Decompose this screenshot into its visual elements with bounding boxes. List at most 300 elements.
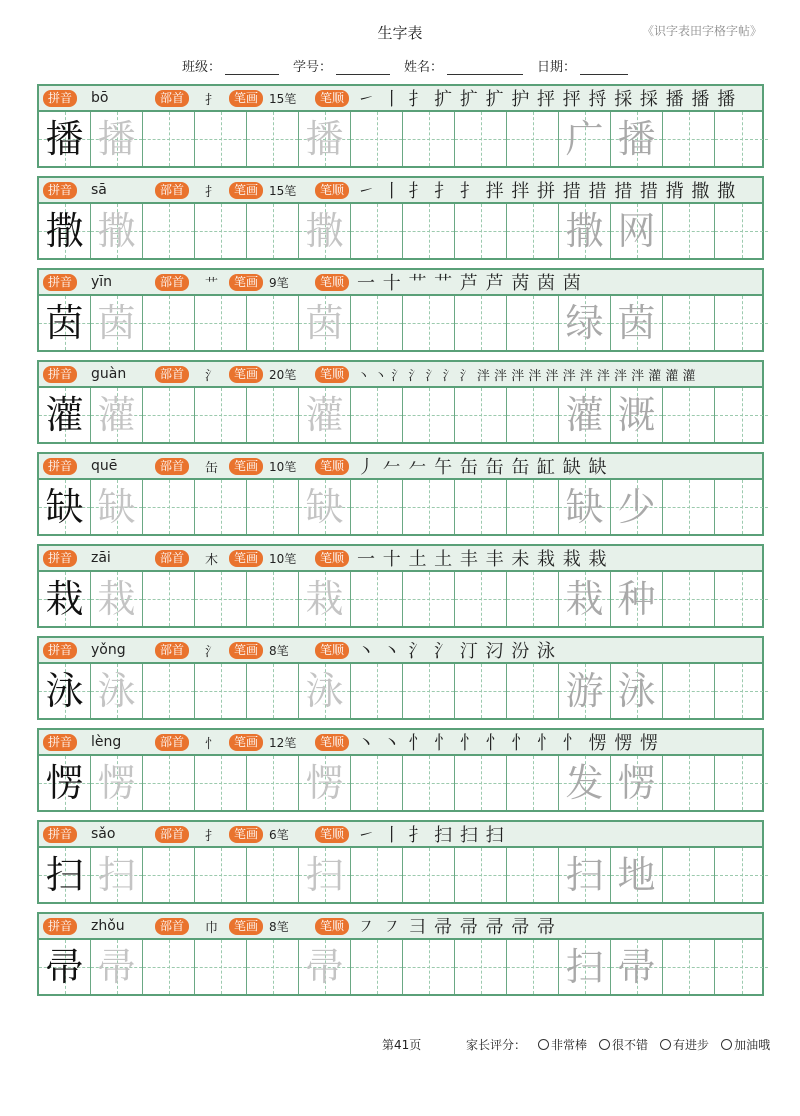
stroke-count-text: 15笔 [269, 183, 297, 198]
stroke-count-text: 10笔 [269, 459, 297, 474]
radical-text: 氵 [205, 368, 219, 384]
model-character: 泳 [45, 669, 84, 713]
grid-cell[interactable] [663, 756, 715, 810]
grid-cell [39, 296, 91, 350]
stroke-count-text: 9笔 [269, 275, 289, 290]
grid-cell[interactable] [403, 204, 455, 258]
pinyin-text: zhǒu [91, 918, 125, 934]
model-character: 栽 [45, 577, 84, 621]
grid-cell[interactable] [715, 480, 768, 534]
model-character: 帚 [45, 945, 84, 989]
radical-text: 扌 [205, 184, 219, 200]
radical-text: 艹 [205, 276, 219, 292]
grid-cell[interactable] [403, 112, 455, 166]
grid-cell [91, 664, 143, 718]
stroke-count-text: 20笔 [269, 367, 297, 382]
word-character-1: 扫 [565, 853, 604, 897]
grid-cell [559, 848, 611, 902]
stroke-order-badge: 笔顺 [315, 734, 349, 751]
grid-cell [299, 848, 351, 902]
trace-character: 泳 [97, 669, 136, 713]
grid-cell [39, 204, 91, 258]
grid-cell[interactable] [455, 388, 507, 442]
stroke-count-badge: 笔画 [229, 366, 263, 383]
grid-cell[interactable] [143, 204, 195, 258]
grid-cell[interactable] [507, 848, 559, 902]
model-character: 茵 [45, 301, 84, 345]
grid-cell [91, 480, 143, 534]
grid-cell [611, 480, 663, 534]
word-character-1: 发 [565, 761, 604, 805]
grid-cell[interactable] [403, 480, 455, 534]
grid-cell [559, 756, 611, 810]
stroke-order-text: 丶 丶 忄 忄 忄 忄 忄 忄 忄 愣 愣 愣 [357, 733, 659, 754]
practice-grid [37, 480, 764, 536]
grid-cell[interactable] [351, 112, 403, 166]
stroke-order-badge: 笔顺 [315, 918, 349, 935]
grid-cell [299, 204, 351, 258]
grid-cell[interactable] [143, 848, 195, 902]
grid-cell[interactable] [351, 664, 403, 718]
row-header [37, 728, 764, 756]
grid-cell[interactable] [143, 756, 195, 810]
stroke-count-text: 15笔 [269, 91, 297, 106]
stroke-order-text: ㇀ 丨 扌 扫 扫 扫 [357, 825, 505, 846]
grid-cell[interactable] [507, 388, 559, 442]
grid-cell [91, 204, 143, 258]
radio-circle-icon[interactable] [660, 1039, 671, 1050]
grid-cell[interactable] [663, 664, 715, 718]
grid-cell[interactable] [403, 940, 455, 994]
stroke-order-text: 丿 𠂉 𠂉 午 缶 缶 缶 缸 缺 缺 [357, 457, 608, 478]
grid-cell [299, 572, 351, 626]
word-character-1: 游 [565, 669, 604, 713]
grid-cell[interactable] [247, 480, 299, 534]
grid-cell[interactable] [403, 296, 455, 350]
grid-cell [611, 940, 663, 994]
word-character-2: 愣 [617, 761, 656, 805]
grid-cell[interactable] [715, 848, 768, 902]
radical-text: 缶 [205, 460, 219, 476]
grid-cell[interactable] [455, 296, 507, 350]
word-character-1: 广 [565, 117, 604, 161]
grid-cell [39, 388, 91, 442]
grid-cell [559, 480, 611, 534]
student-info [182, 56, 634, 75]
grid-cell[interactable] [195, 664, 247, 718]
grid-cell[interactable] [195, 848, 247, 902]
student-no-field[interactable]: 学号： [293, 56, 390, 75]
grid-cell[interactable] [403, 848, 455, 902]
stroke-order-badge: 笔顺 [315, 90, 349, 107]
grid-cell[interactable] [143, 296, 195, 350]
grid-cell[interactable] [507, 572, 559, 626]
character-row [37, 268, 764, 360]
stroke-count-badge: 笔画 [229, 182, 263, 199]
grid-cell [611, 756, 663, 810]
grid-cell[interactable] [663, 112, 715, 166]
grid-cell[interactable] [455, 940, 507, 994]
grid-cell[interactable] [455, 848, 507, 902]
pinyin-text: quē [91, 458, 118, 474]
pinyin-badge: 拼音 [43, 90, 77, 107]
trace-character: 撒 [305, 209, 344, 253]
word-character-2: 地 [617, 853, 656, 897]
row-header [37, 820, 764, 848]
grid-cell [39, 940, 91, 994]
grid-cell[interactable] [715, 112, 768, 166]
practice-grid [37, 296, 764, 352]
trace-character: 泳 [305, 669, 344, 713]
eval-option-2[interactable]: 很不错 [599, 1036, 648, 1053]
row-header [37, 84, 764, 112]
practice-grid [37, 112, 764, 168]
trace-character: 播 [305, 117, 344, 161]
trace-character: 栽 [97, 577, 136, 621]
stroke-order-text: 一 十 土 土 丰 丰 未 栽 栽 栽 [357, 549, 608, 570]
grid-cell [299, 756, 351, 810]
grid-cell [91, 112, 143, 166]
grid-cell[interactable] [507, 204, 559, 258]
grid-cell[interactable] [247, 940, 299, 994]
radical-badge: 部首 [155, 90, 189, 107]
grid-cell [299, 296, 351, 350]
grid-cell[interactable] [403, 388, 455, 442]
trace-character: 灌 [305, 393, 344, 437]
word-character-2: 种 [617, 577, 656, 621]
grid-cell [39, 664, 91, 718]
stroke-count-badge: 笔画 [229, 734, 263, 751]
word-character-2: 播 [617, 117, 656, 161]
grid-cell[interactable] [247, 756, 299, 810]
practice-grid [37, 572, 764, 628]
trace-character: 愣 [97, 761, 136, 805]
radical-text: 扌 [205, 828, 219, 844]
character-row [37, 360, 764, 452]
radical-badge: 部首 [155, 826, 189, 843]
grid-cell[interactable] [247, 296, 299, 350]
pinyin-text: guàn [91, 366, 127, 382]
character-row [37, 176, 764, 268]
stroke-order-text: 丶 丶 氵 氵 汀 汈 汾 泳 [357, 641, 557, 662]
eval-option-4[interactable]: 加油哦 [721, 1036, 770, 1053]
grid-cell[interactable] [143, 572, 195, 626]
character-row [37, 452, 764, 544]
pinyin-badge: 拼音 [43, 458, 77, 475]
stroke-count-text: 8笔 [269, 643, 289, 658]
grid-cell [611, 388, 663, 442]
radical-badge: 部首 [155, 734, 189, 751]
stroke-order-badge: 笔顺 [315, 826, 349, 843]
radical-text: 巾 [205, 920, 219, 936]
radical-text: 忄 [205, 736, 219, 752]
practice-grid [37, 940, 764, 996]
grid-cell[interactable] [351, 848, 403, 902]
grid-cell[interactable] [403, 572, 455, 626]
stroke-count-badge: 笔画 [229, 826, 263, 843]
grid-cell[interactable] [507, 756, 559, 810]
pinyin-text: lèng [91, 734, 122, 750]
grid-cell[interactable] [715, 940, 768, 994]
grid-cell[interactable] [715, 756, 768, 810]
pinyin-text: yǒng [91, 642, 126, 658]
grid-cell[interactable] [247, 664, 299, 718]
pinyin-badge: 拼音 [43, 642, 77, 659]
grid-cell [39, 480, 91, 534]
grid-cell[interactable] [507, 664, 559, 718]
model-character: 扫 [45, 853, 84, 897]
pinyin-text: bō [91, 90, 109, 106]
grid-cell [611, 296, 663, 350]
grid-cell[interactable] [663, 388, 715, 442]
trace-character: 播 [97, 117, 136, 161]
stroke-order-badge: 笔顺 [315, 458, 349, 475]
word-character-1: 灌 [565, 393, 604, 437]
radical-badge: 部首 [155, 182, 189, 199]
stroke-count-badge: 笔画 [229, 274, 263, 291]
stroke-order-text: ㇀ 丨 扌 扌 扌 拌 拌 拼 措 措 措 措 揹 撒 撒 [357, 181, 737, 202]
radio-circle-icon[interactable] [599, 1039, 610, 1050]
stroke-count-text: 6笔 [269, 827, 289, 842]
word-character-2: 溉 [617, 393, 656, 437]
model-character: 灌 [45, 393, 84, 437]
grid-cell[interactable] [663, 940, 715, 994]
grid-cell[interactable] [143, 664, 195, 718]
word-character-2: 网 [617, 209, 656, 253]
model-character: 缺 [45, 485, 84, 529]
word-character-2: 泳 [617, 669, 656, 713]
radical-text: 氵 [205, 644, 219, 660]
grid-cell[interactable] [455, 204, 507, 258]
grid-cell[interactable] [247, 572, 299, 626]
stroke-order-text: 丶 丶 氵 氵 氵 氵 氵 泮 泮 泮 泮 泮 泮 泮 泮 泮 泮 灌 灌 灌 [357, 368, 696, 384]
grid-cell [299, 112, 351, 166]
grid-cell[interactable] [195, 940, 247, 994]
radical-badge: 部首 [155, 366, 189, 383]
grid-cell[interactable] [195, 480, 247, 534]
pinyin-badge: 拼音 [43, 182, 77, 199]
grid-cell[interactable] [507, 480, 559, 534]
row-header [37, 636, 764, 664]
grid-cell[interactable] [195, 112, 247, 166]
pinyin-badge: 拼音 [43, 826, 77, 843]
grid-cell[interactable] [455, 572, 507, 626]
trace-character: 茵 [97, 301, 136, 345]
grid-cell[interactable] [663, 204, 715, 258]
model-character: 撒 [45, 209, 84, 253]
pinyin-badge: 拼音 [43, 274, 77, 291]
row-header [37, 360, 764, 388]
evaluation-label: 家长评分： [466, 1038, 527, 1052]
parent-evaluation [466, 1036, 770, 1053]
grid-cell[interactable] [351, 940, 403, 994]
stroke-count-badge: 笔画 [229, 642, 263, 659]
practice-grid [37, 204, 764, 260]
grid-cell[interactable] [351, 756, 403, 810]
model-character: 播 [45, 117, 84, 161]
grid-cell[interactable] [663, 572, 715, 626]
grid-cell [91, 388, 143, 442]
date-field[interactable]: 日期： [537, 56, 628, 75]
character-row [37, 728, 764, 820]
character-rows [37, 84, 764, 1004]
pinyin-text: yīn [91, 274, 113, 290]
practice-grid [37, 848, 764, 904]
trace-character: 扫 [97, 853, 136, 897]
grid-cell [559, 664, 611, 718]
grid-cell [559, 388, 611, 442]
grid-cell[interactable] [715, 388, 768, 442]
grid-cell [559, 112, 611, 166]
grid-cell [611, 572, 663, 626]
radical-badge: 部首 [155, 642, 189, 659]
stroke-order-text: ㇇ ㇇ 彐 帚 帚 帚 帚 帚 [357, 917, 557, 938]
grid-cell [559, 572, 611, 626]
grid-cell[interactable] [715, 296, 768, 350]
trace-character: 撒 [97, 209, 136, 253]
grid-cell [91, 296, 143, 350]
grid-cell [559, 204, 611, 258]
grid-cell[interactable] [403, 664, 455, 718]
grid-cell [91, 756, 143, 810]
grid-cell[interactable] [507, 940, 559, 994]
grid-cell [611, 848, 663, 902]
row-header [37, 544, 764, 572]
grid-cell[interactable] [455, 756, 507, 810]
grid-cell[interactable] [247, 848, 299, 902]
pinyin-badge: 拼音 [43, 550, 77, 567]
stroke-count-text: 12笔 [269, 735, 297, 750]
radical-badge: 部首 [155, 550, 189, 567]
class-field[interactable]: 班级： [182, 56, 279, 75]
grid-cell[interactable] [351, 204, 403, 258]
character-row [37, 636, 764, 728]
grid-cell[interactable] [143, 112, 195, 166]
stroke-order-text: 一 十 艹 艹 芦 芦 苪 茵 茵 [357, 273, 582, 294]
word-character-1: 撒 [565, 209, 604, 253]
grid-cell[interactable] [351, 480, 403, 534]
grid-cell[interactable] [507, 112, 559, 166]
grid-cell[interactable] [715, 204, 768, 258]
pinyin-text: zāi [91, 550, 111, 566]
grid-cell[interactable] [351, 296, 403, 350]
grid-cell [611, 112, 663, 166]
grid-cell[interactable] [715, 664, 768, 718]
grid-cell[interactable] [403, 756, 455, 810]
grid-cell[interactable] [195, 388, 247, 442]
grid-cell[interactable] [143, 940, 195, 994]
grid-cell[interactable] [195, 572, 247, 626]
word-character-1: 栽 [565, 577, 604, 621]
stroke-count-text: 10笔 [269, 551, 297, 566]
character-row [37, 544, 764, 636]
trace-character: 帚 [305, 945, 344, 989]
model-character: 愣 [45, 761, 84, 805]
grid-cell [299, 664, 351, 718]
row-header [37, 912, 764, 940]
stroke-order-badge: 笔顺 [315, 182, 349, 199]
grid-cell[interactable] [507, 296, 559, 350]
grid-cell[interactable] [663, 848, 715, 902]
grid-cell[interactable] [351, 572, 403, 626]
character-row [37, 84, 764, 176]
grid-cell[interactable] [247, 388, 299, 442]
grid-cell [91, 940, 143, 994]
grid-cell [611, 664, 663, 718]
radical-badge: 部首 [155, 274, 189, 291]
pinyin-badge: 拼音 [43, 734, 77, 751]
practice-grid [37, 664, 764, 720]
row-header [37, 176, 764, 204]
grid-cell[interactable] [143, 388, 195, 442]
grid-cell[interactable] [195, 204, 247, 258]
grid-cell[interactable] [455, 480, 507, 534]
stroke-count-text: 8笔 [269, 919, 289, 934]
grid-cell[interactable] [247, 112, 299, 166]
radio-circle-icon[interactable] [538, 1039, 549, 1050]
grid-cell [559, 296, 611, 350]
grid-cell[interactable] [455, 112, 507, 166]
grid-cell[interactable] [247, 204, 299, 258]
grid-cell[interactable] [143, 480, 195, 534]
word-character-1: 扫 [565, 945, 604, 989]
word-character-2: 帚 [617, 945, 656, 989]
character-row [37, 820, 764, 912]
practice-grid [37, 756, 764, 812]
page-number: 第41页 [382, 1038, 422, 1052]
stroke-order-badge: 笔顺 [315, 550, 349, 567]
pinyin-badge: 拼音 [43, 918, 77, 935]
word-character-2: 少 [617, 485, 656, 529]
name-field[interactable]: 姓名： [404, 56, 523, 75]
word-character-1: 绿 [565, 301, 604, 345]
pinyin-text: sǎo [91, 826, 116, 842]
radical-badge: 部首 [155, 458, 189, 475]
stroke-order-badge: 笔顺 [315, 274, 349, 291]
eval-option-3[interactable]: 有进步 [660, 1036, 709, 1053]
grid-cell[interactable] [195, 756, 247, 810]
character-row [37, 912, 764, 1004]
page-subtitle: 《识字表田字格字帖》 [641, 24, 762, 38]
grid-cell [39, 756, 91, 810]
eval-option-1[interactable]: 非常棒 [538, 1036, 587, 1053]
stroke-count-badge: 笔画 [229, 458, 263, 475]
grid-cell[interactable] [663, 480, 715, 534]
trace-character: 缺 [97, 485, 136, 529]
row-header [37, 452, 764, 480]
grid-cell [39, 112, 91, 166]
grid-cell[interactable] [455, 664, 507, 718]
trace-character: 帚 [97, 945, 136, 989]
grid-cell[interactable] [351, 388, 403, 442]
pinyin-badge: 拼音 [43, 366, 77, 383]
trace-character: 扫 [305, 853, 344, 897]
radical-text: 木 [205, 552, 219, 568]
radio-circle-icon[interactable] [721, 1039, 732, 1050]
grid-cell [91, 848, 143, 902]
grid-cell[interactable] [195, 296, 247, 350]
trace-character: 灌 [97, 393, 136, 437]
stroke-count-badge: 笔画 [229, 918, 263, 935]
grid-cell[interactable] [715, 572, 768, 626]
grid-cell[interactable] [663, 296, 715, 350]
grid-cell [91, 572, 143, 626]
grid-cell [611, 204, 663, 258]
stroke-count-badge: 笔画 [229, 550, 263, 567]
grid-cell [39, 848, 91, 902]
page-title: 生字表 [377, 24, 423, 42]
grid-cell [39, 572, 91, 626]
